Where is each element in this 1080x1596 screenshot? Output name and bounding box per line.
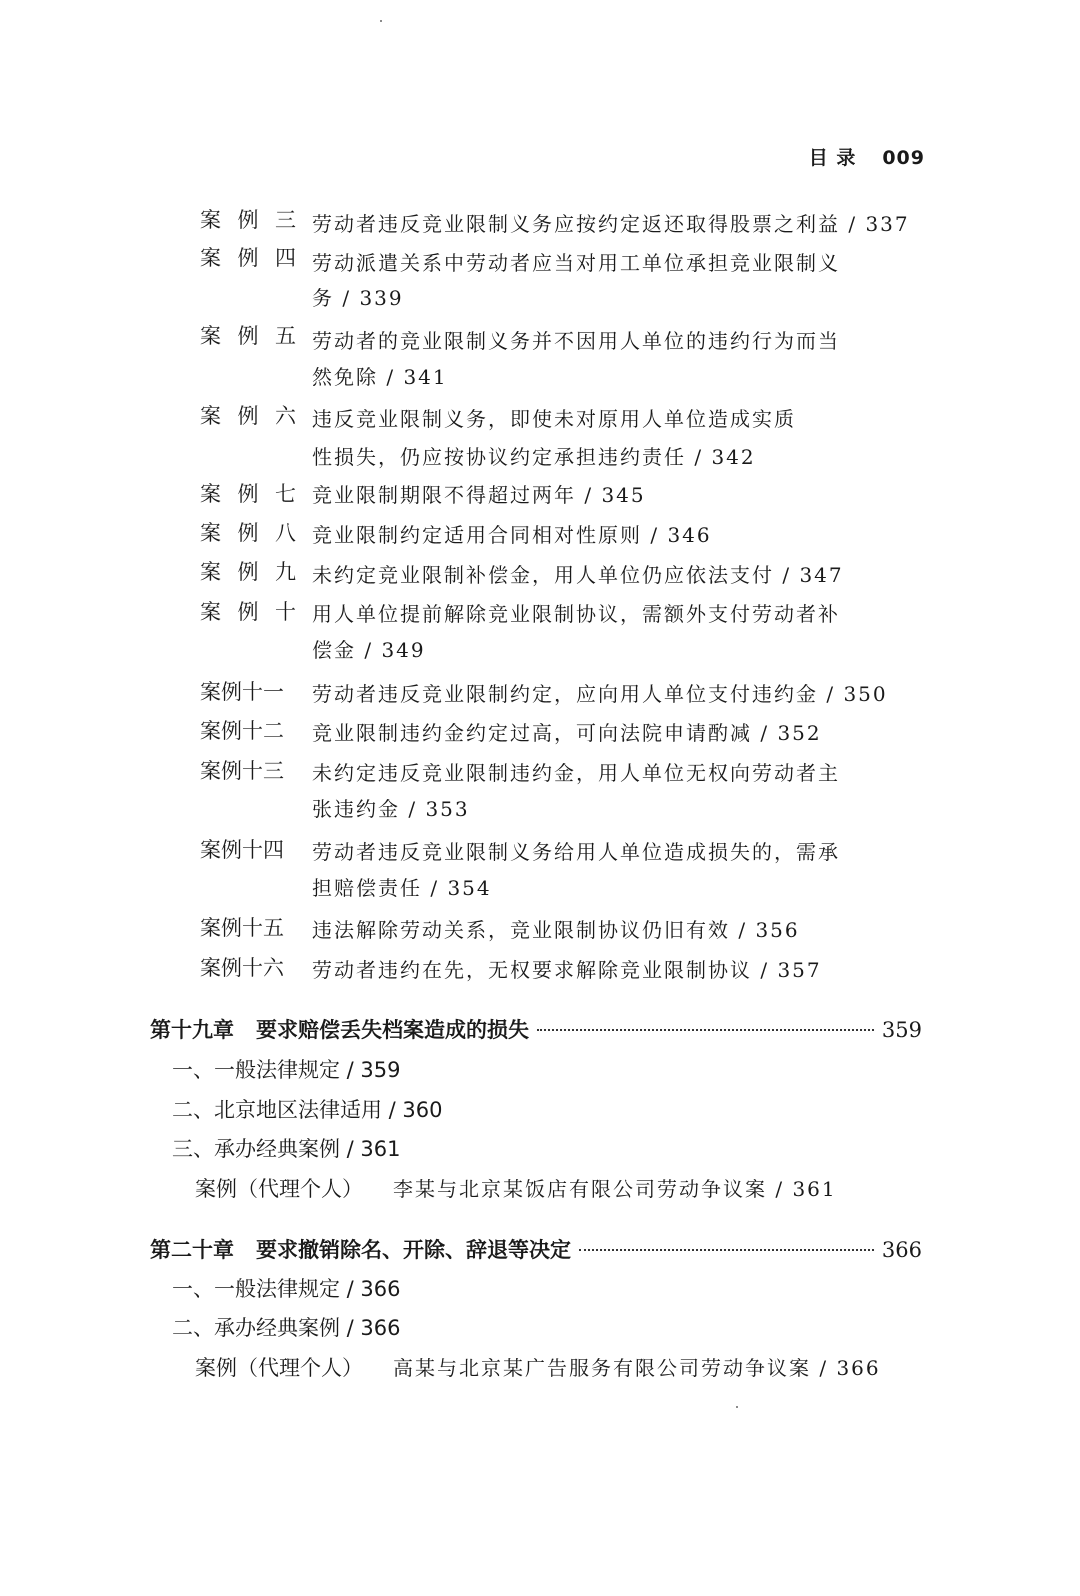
case-title-11: 劳动者违反竞业限制约定，应向用人单位支付违约金 / 350: [312, 682, 888, 706]
case-label-11: [200, 676, 284, 706]
header-page-number: 009: [882, 147, 925, 169]
case-title-4: 劳动派遣关系中劳动者应当对用工单位承担竞业限制义: [312, 251, 840, 275]
case-title-8: 竞业限制约定适用合同相对性原则 / 346: [312, 523, 712, 547]
case-label-char: 十: [275, 600, 296, 624]
running-header: [809, 143, 925, 170]
case-label-9: [200, 556, 296, 586]
case-label-char: 案: [200, 560, 221, 584]
case-title-6-cont: 性损失，仍应按协议约定承担违约责任 / 342: [312, 445, 756, 469]
chapter-20-number: 第二十章: [150, 1238, 234, 1262]
case-label-char: 七: [275, 482, 296, 506]
case-label-6: [200, 400, 296, 430]
case-label-char: 例: [237, 521, 259, 545]
chapter-19-section-3: 三、承办经典案例 / 361: [172, 1137, 401, 1161]
case-title-6: 违反竞业限制义务，即使未对原用人单位造成实质: [312, 407, 796, 431]
case-label-14: [200, 834, 284, 864]
case-label-char: 五: [275, 324, 296, 348]
case-title-10-cont: 偿金 / 349: [312, 638, 426, 662]
chapter-19-title: 要求赔偿丢失档案造成的损失: [256, 1018, 529, 1042]
case-label-char: 案: [200, 521, 221, 545]
chapter-20-section-2: 二、承办经典案例 / 366: [172, 1316, 401, 1340]
case-label-text: 案例十二: [200, 719, 284, 743]
case-label-char: 例: [237, 404, 259, 428]
case-title-10: 用人单位提前解除竞业限制协议，需额外支付劳动者补: [312, 602, 840, 626]
chapter-20-entry[interactable]: [150, 1234, 922, 1264]
scan-speck: [736, 1406, 738, 1408]
chapter-20-page: 366: [881, 1238, 922, 1262]
chapter-20-title: 要求撤销除名、开除、辞退等决定: [256, 1238, 571, 1262]
case-title-3: 劳动者违反竞业限制义务应按约定返还取得股票之利益 / 337: [312, 212, 910, 236]
chapter-20-section-1: 一、一般法律规定 / 366: [172, 1277, 401, 1301]
chapter-19-page: 359: [881, 1018, 922, 1042]
case-label-char: 九: [275, 560, 296, 584]
case-label-text: 案例十三: [200, 759, 284, 783]
case-label-char: 案: [200, 404, 221, 428]
case-label-10: [200, 596, 296, 626]
case-label-char: 案: [200, 208, 221, 232]
case-label-char: 例: [237, 600, 259, 624]
case-label-text: 案例十一: [200, 680, 284, 704]
case-title-13: 未约定违反竞业限制违约金，用人单位无权向劳动者主: [312, 761, 840, 785]
case-label-16: [200, 952, 284, 982]
case-title-5: 劳动者的竞业限制义务并不因用人单位的违约行为而当: [312, 329, 840, 353]
dot-leader: [537, 1029, 874, 1031]
case-label-char: 例: [237, 324, 259, 348]
case-title-14-cont: 担赔偿责任 / 354: [312, 876, 492, 900]
chapter-19-case: [195, 1173, 837, 1203]
case-label-15: [200, 912, 284, 942]
case-title-7: 竞业限制期限不得超过两年 / 345: [312, 483, 646, 507]
scan-speck: [380, 20, 382, 22]
case-label-char: 例: [237, 560, 259, 584]
chapter-20-case: [195, 1352, 881, 1382]
case-label-12: [200, 715, 284, 745]
header-section: 目 录: [808, 147, 857, 169]
case-label-char: 四: [275, 246, 296, 270]
case-label-char: 六: [275, 404, 296, 428]
chapter-19-case-title: 李某与北京某饭店有限公司劳动争议案 / 361: [393, 1177, 837, 1201]
case-label-char: 例: [237, 246, 259, 270]
case-title-15: 违法解除劳动关系，竞业限制协议仍旧有效 / 356: [312, 918, 800, 942]
chapter-19-section-2: 二、北京地区法律适用 / 360: [172, 1098, 443, 1122]
case-label-text: 案例十六: [200, 956, 284, 980]
case-label-char: 案: [200, 600, 221, 624]
case-title-13-cont: 张违约金 / 353: [312, 797, 470, 821]
chapter-20-case-title: 高某与北京某广告服务有限公司劳动争议案 / 366: [393, 1356, 881, 1380]
chapter-19-number: 第十九章: [150, 1018, 234, 1042]
dot-leader: [579, 1249, 874, 1251]
case-label-char: 例: [237, 482, 259, 506]
case-label-text: 案例十五: [200, 916, 284, 940]
case-label-char: 八: [275, 521, 296, 545]
case-title-9: 未约定竞业限制补偿金，用人单位仍应依法支付 / 347: [312, 563, 844, 587]
case-label-3: [200, 204, 296, 234]
case-label-char: 案: [200, 246, 221, 270]
case-label-8: [200, 517, 296, 547]
case-title-16: 劳动者违约在先，无权要求解除竞业限制协议 / 357: [312, 958, 822, 982]
chapter-19-case-label: 案例（代理个人）: [195, 1177, 363, 1201]
case-label-4: [200, 242, 296, 272]
chapter-19-section-1: 一、一般法律规定 / 359: [172, 1058, 401, 1082]
case-label-char: 例: [237, 208, 259, 232]
case-title-14: 劳动者违反竞业限制义务给用人单位造成损失的，需承: [312, 840, 840, 864]
chapter-20-case-label: 案例（代理个人）: [195, 1356, 363, 1380]
case-label-13: [200, 755, 284, 785]
case-label-7: [200, 478, 296, 508]
case-label-5: [200, 320, 296, 350]
chapter-19-entry[interactable]: [150, 1014, 922, 1044]
case-label-char: 三: [275, 208, 296, 232]
case-label-char: 案: [200, 324, 221, 348]
case-title-5-cont: 然免除 / 341: [312, 365, 448, 389]
case-label-char: 案: [200, 482, 221, 506]
case-label-text: 案例十四: [200, 838, 284, 862]
case-title-12: 竞业限制违约金约定过高，可向法院申请酌减 / 352: [312, 721, 822, 745]
case-title-4-cont: 务 / 339: [312, 286, 404, 310]
